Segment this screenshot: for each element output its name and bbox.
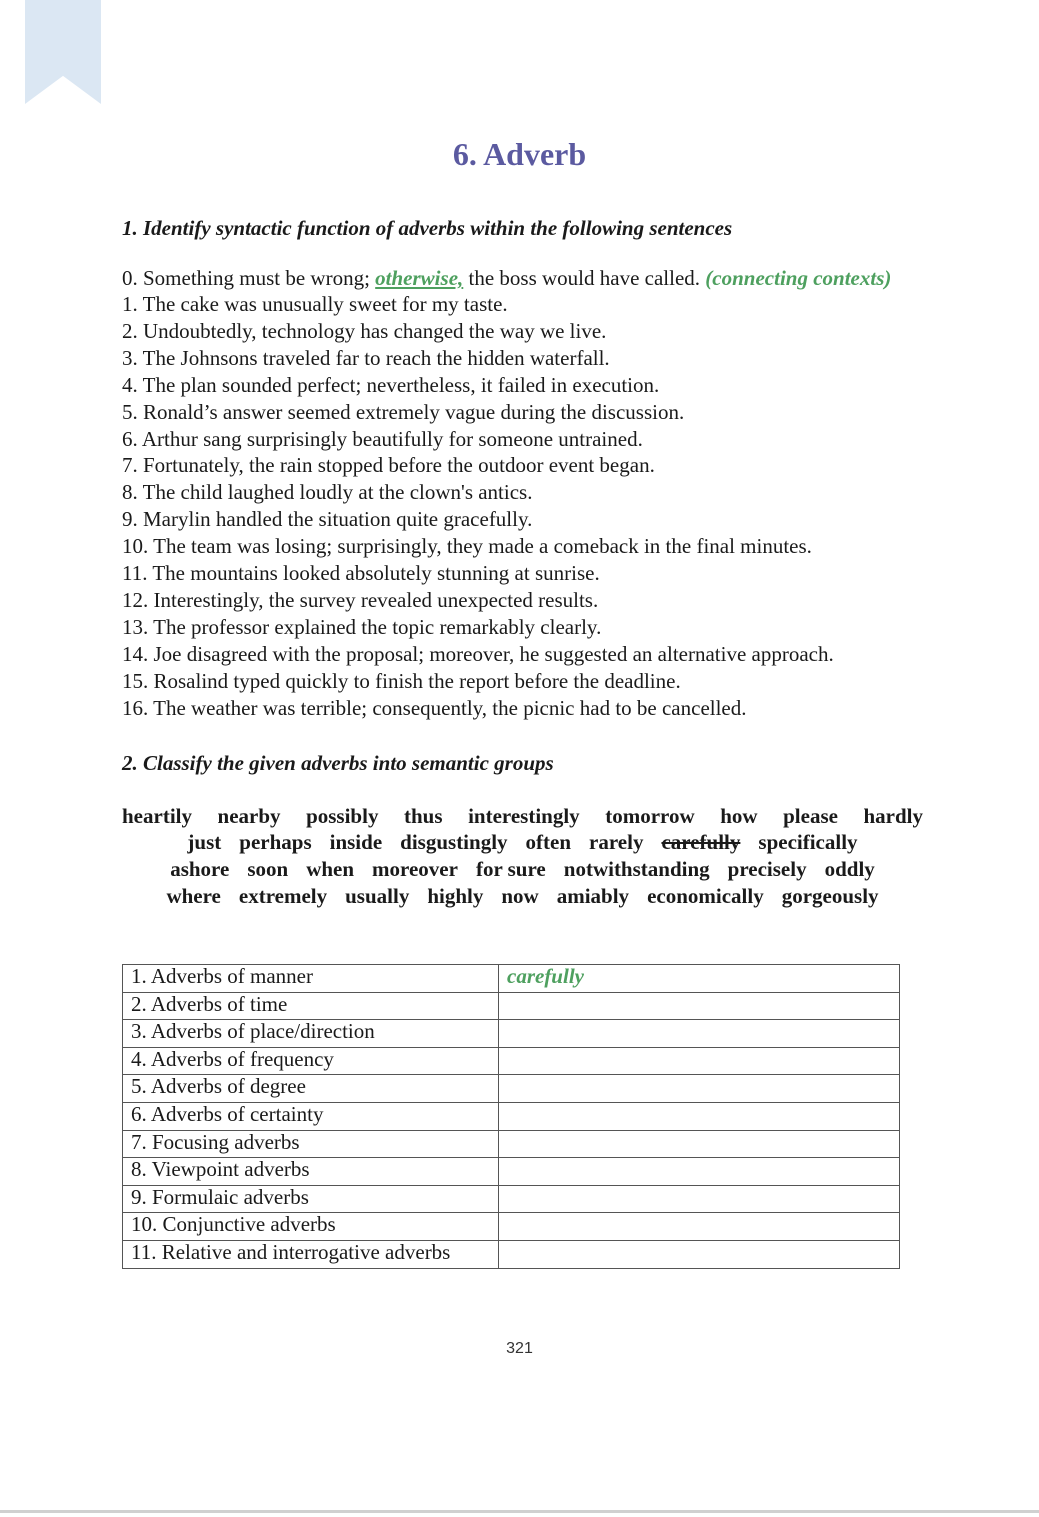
sentence-item: 1. The cake was unusually sweet for my taste. [122,292,508,316]
group-answer-cell[interactable] [499,1240,900,1268]
table-row [123,1102,900,1130]
example-answer: otherwise, [375,266,464,290]
word-bank-word: gorgeously [781,884,879,909]
table-row [123,1130,900,1158]
example-sentence [122,265,923,291]
word-bank-word: hardly [863,803,923,828]
word-bank [122,803,923,911]
table-row [123,1158,900,1186]
word-bank-word: carefully [661,830,741,855]
sentence-item: 2. Undoubtedly, technology has changed the way we live. [122,318,607,343]
word-bank-word: moreover [372,857,458,882]
word-bank-word: specifically [758,830,858,855]
table-row [123,965,900,993]
word-bank-word: disgustingly [400,830,508,855]
word-bank-word: rarely [589,830,644,855]
group-answer-cell[interactable] [499,1075,900,1103]
word-bank-word: extremely [238,884,328,909]
group-answer-cell[interactable] [499,965,900,993]
exercise-content [122,213,923,910]
sentence-item: 5. Ronald’s answer seemed extremely vague during the discussion. [122,399,685,424]
sentence-item: 3. The Johnsons traveled far to reach the hidden waterfall. [122,345,610,370]
word-bank-word: now [501,884,539,909]
group-answer-cell[interactable] [499,1158,900,1186]
word-bank-word: often [525,830,572,855]
sentence-item: 6. Arthur sang surprisingly beautifully for someone untrained. [122,426,643,451]
sentence-item: 16. The weather was terrible; consequently, the picnic had to be cancelled. [122,695,747,720]
sentence-item: 14. Joe disagreed with the proposal; moreover, he suggested an alternative approach. [122,641,834,666]
sentence-item: 11. The mountains looked absolutely stunning at sunrise. [122,561,600,586]
table-row [123,1020,900,1048]
sentence-item: 10. The team was losing; surprisingly, they made a comeback in the final minutes. [122,534,812,559]
group-answer-cell[interactable] [499,1047,900,1075]
word-bank-word: perhaps [239,830,312,855]
table-row [123,1075,900,1103]
word-bank-word: thus [404,803,443,828]
word-bank-word: just [187,830,222,855]
group-label: 1. Adverbs of manner [123,965,499,993]
word-bank-word: precisely [727,857,807,882]
group-label: 5. Adverbs of degree [123,1075,499,1103]
table-row [123,1047,900,1075]
word-bank-word: interestingly [468,803,580,828]
word-bank-word: for sure [475,857,546,882]
word-bank-line [122,829,923,856]
word-bank-word: economically [647,884,764,909]
group-label: 11. Relative and interrogative adverbs [123,1240,499,1268]
word-bank-word: highly [427,884,484,909]
sentence-item: 4. The plan sounded perfect; nevertheless, it failed in execution. [122,372,660,397]
group-label: 4. Adverbs of frequency [123,1047,499,1075]
sentence-list [122,291,923,722]
page-number: 321 [506,1340,533,1357]
word-bank-word: possibly [306,803,379,828]
group-answer-cell[interactable] [499,1130,900,1158]
table-row [123,1240,900,1268]
word-bank-word: when [306,857,355,882]
table-row [123,992,900,1020]
word-bank-word: tomorrow [605,803,695,828]
group-label: 10. Conjunctive adverbs [123,1213,499,1241]
word-bank-line [122,803,923,830]
word-bank-line [122,856,923,883]
table-row [123,1213,900,1241]
example-middle: the boss would have called. [463,266,706,290]
page-title: 6. Adverb [452,136,587,172]
example-before: 0. Something must be wrong; [122,266,376,290]
group-label: 6. Adverbs of certainty [123,1102,499,1130]
word-bank-word: usually [345,884,410,909]
task2-heading: 2. Classify the given adverbs into semantic groups [122,750,554,775]
classification-table [122,964,900,1269]
bookmark-ribbon-icon [25,0,101,104]
group-label: 3. Adverbs of place/direction [123,1020,499,1048]
group-answer-cell[interactable] [499,992,900,1020]
word-bank-word: notwithstanding [563,857,710,882]
word-bank-word: amiably [556,884,630,909]
sentence-item: 15. Rosalind typed quickly to finish the report before the deadline. [122,668,681,693]
group-label: 2. Adverbs of time [123,992,499,1020]
word-bank-word: oddly [824,857,875,882]
table-row [123,1185,900,1213]
sentence-item: 12. Interestingly, the survey revealed unexpected results. [122,587,599,612]
sentence-item: 9. Marylin handled the situation quite gracefully. [122,507,533,532]
word-bank-word: ashore [170,857,230,882]
group-label: 9. Formulaic adverbs [123,1185,499,1213]
group-answer-cell[interactable] [499,1020,900,1048]
word-bank-word: nearby [217,803,281,828]
word-bank-word: please [783,803,838,828]
group-answer-cell[interactable] [499,1213,900,1241]
sentence-item: 8. The child laughed loudly at the clown's antics. [122,480,533,505]
group-label: 8. Viewpoint adverbs [123,1158,499,1186]
word-bank-word: inside [329,830,383,855]
group-answer: carefully [507,964,584,988]
word-bank-word: heartily [122,803,192,828]
sentence-item: 7. Fortunately, the rain stopped before the outdoor event began. [122,453,655,478]
sentence-item: 13. The professor explained the topic remarkably clearly. [122,614,602,639]
task1-heading: 1. Identify syntactic function of adverbs within the following sentences [122,216,733,240]
group-answer-cell[interactable] [499,1102,900,1130]
group-label: 7. Focusing adverbs [123,1130,499,1158]
group-answer-cell[interactable] [499,1185,900,1213]
word-bank-word: how [720,803,758,828]
word-bank-line [122,883,923,910]
word-bank-word: where [166,884,221,909]
bottom-divider [0,1510,1039,1513]
word-bank-word: soon [247,857,289,882]
example-note: (connecting contexts) [705,266,892,290]
